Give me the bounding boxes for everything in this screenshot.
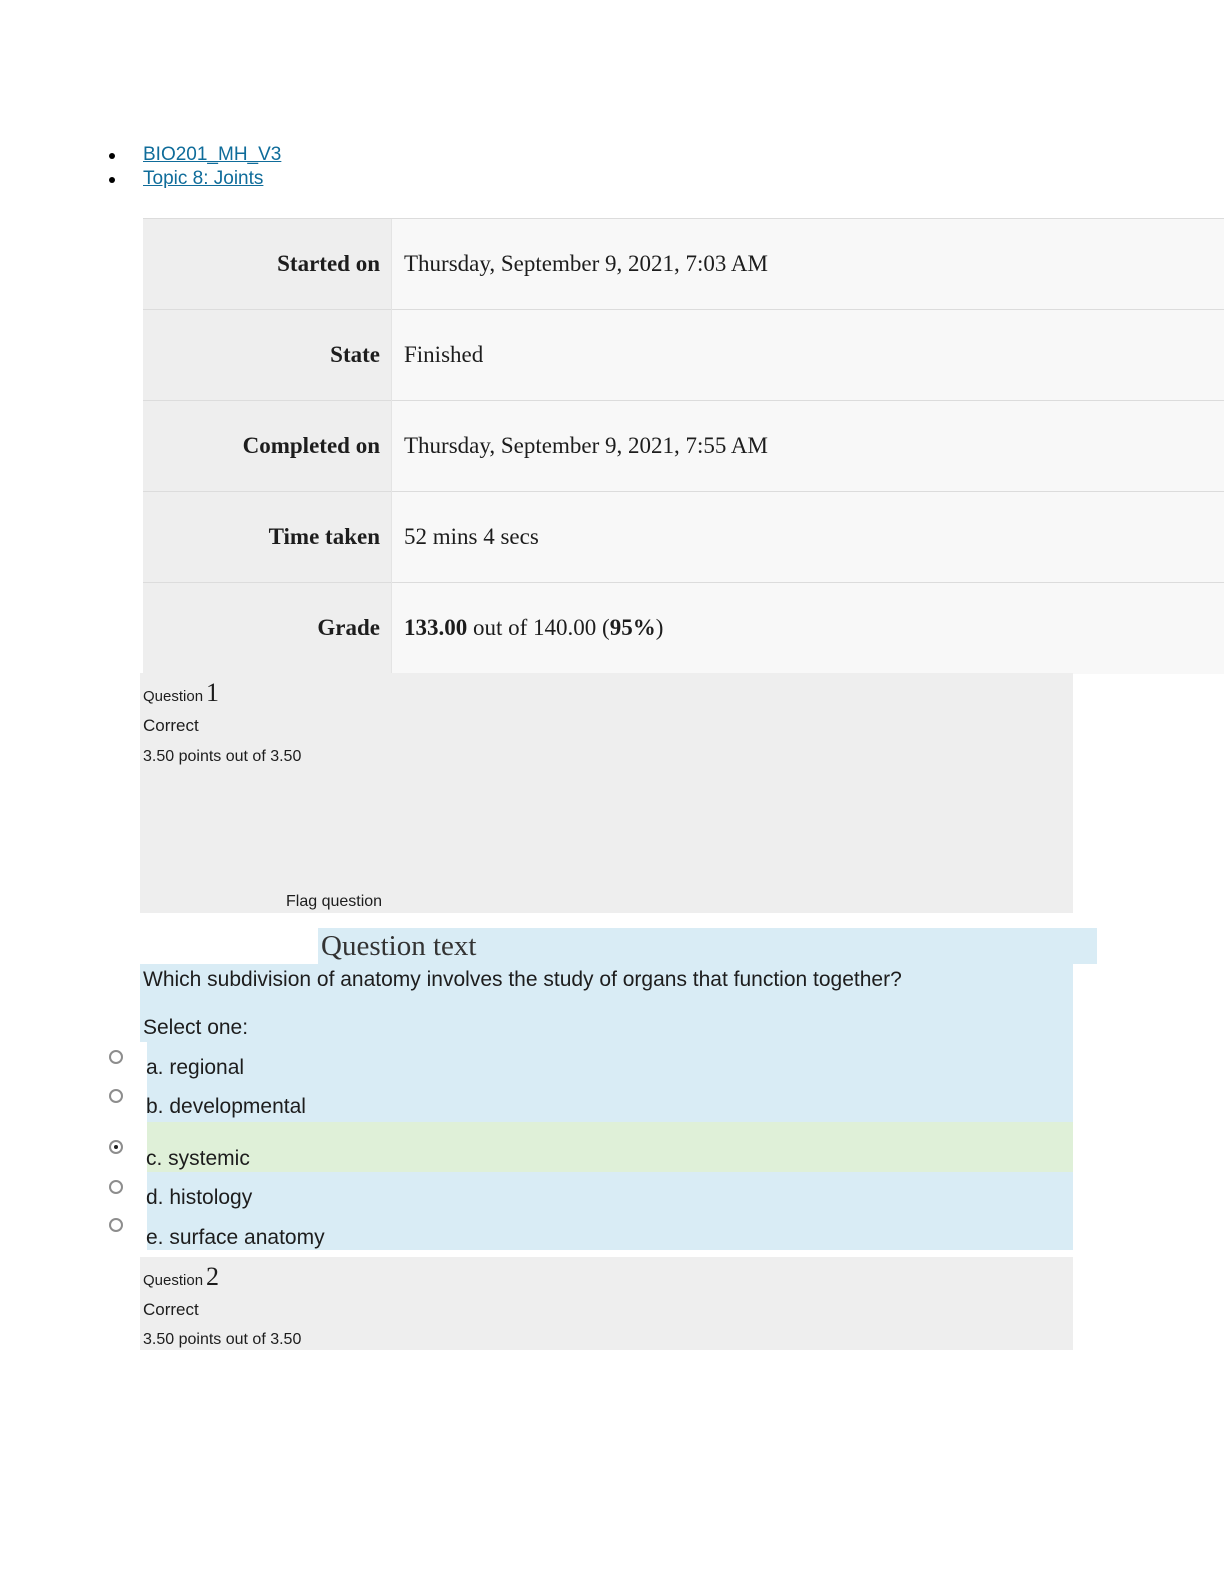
question-text-heading: Question text <box>318 928 1097 964</box>
radio-button-icon[interactable] <box>109 1050 123 1064</box>
radio-cell <box>103 1172 147 1212</box>
grade-close: ) <box>655 615 664 641</box>
question-2-info <box>140 1257 1073 1350</box>
radio-button-icon[interactable] <box>109 1180 123 1194</box>
grade-label: Grade <box>143 583 392 674</box>
answer-option-b[interactable] <box>103 1082 1073 1122</box>
summary-row-state <box>143 310 1224 401</box>
answer-label-c: c. systemic <box>146 1147 250 1170</box>
breadcrumb-item-course <box>102 143 281 167</box>
question-number: 2 <box>206 1262 220 1291</box>
question-label: Question <box>143 688 204 705</box>
answer-option-d[interactable] <box>103 1172 1073 1212</box>
completed-on-label: Completed on <box>143 401 392 492</box>
grade-value <box>392 583 1224 674</box>
radio-cell <box>103 1122 147 1172</box>
question-1-grade: 3.50 points out of 3.50 <box>143 748 302 765</box>
summary-row-time <box>143 492 1224 583</box>
answer-option-e[interactable] <box>103 1212 1073 1250</box>
radio-cell <box>103 1042 147 1082</box>
breadcrumb-link-course[interactable]: BIO201_MH_V3 <box>143 144 282 165</box>
select-one-prompt: Select one: <box>143 1016 249 1039</box>
question-2-state: Correct <box>143 1300 199 1319</box>
quiz-summary-table <box>143 218 1224 674</box>
time-taken-value: 52 mins 4 secs <box>392 492 1224 583</box>
started-on-label: Started on <box>143 219 392 310</box>
answer-label-d: d. histology <box>146 1186 253 1209</box>
bullet-icon <box>109 177 115 183</box>
radio-cell <box>103 1212 147 1250</box>
question-2-grade: 3.50 points out of 3.50 <box>143 1331 302 1348</box>
flag-question-link[interactable]: Flag question <box>286 893 383 910</box>
summary-row-completed <box>143 401 1224 492</box>
question-label: Question <box>143 1272 204 1289</box>
question-number: 1 <box>206 678 220 707</box>
summary-row-grade <box>143 583 1224 674</box>
bullet-icon <box>109 153 115 159</box>
summary-row-started <box>143 219 1224 310</box>
answer-label-b: b. developmental <box>146 1095 306 1118</box>
started-on-value: Thursday, September 9, 2021, 7:03 AM <box>392 219 1224 310</box>
grade-percent: 95% <box>609 615 656 641</box>
breadcrumb <box>102 143 281 191</box>
time-taken-label: Time taken <box>143 492 392 583</box>
radio-cell <box>103 1082 147 1122</box>
radio-button-icon[interactable] <box>109 1218 123 1232</box>
question-2-number <box>143 1262 219 1292</box>
state-value: Finished <box>392 310 1224 401</box>
grade-score: 133.00 <box>404 615 468 641</box>
answer-option-c[interactable] <box>103 1122 1073 1172</box>
question-1-state: Correct <box>143 716 199 735</box>
completed-on-value: Thursday, September 9, 2021, 7:55 AM <box>392 401 1224 492</box>
answer-option-a[interactable] <box>103 1042 1073 1082</box>
question-1-info <box>140 673 1073 913</box>
question-1-text: Which subdivision of anatomy involves the study of organs that function together? <box>143 968 902 991</box>
answer-label-e: e. surface anatomy <box>146 1226 325 1249</box>
radio-button-icon[interactable] <box>109 1089 123 1103</box>
radio-button-selected-icon[interactable] <box>109 1140 123 1154</box>
breadcrumb-item-topic <box>102 167 281 191</box>
grade-out-of: out of 140.00 ( <box>467 615 610 641</box>
breadcrumb-link-topic[interactable]: Topic 8: Joints <box>143 168 264 189</box>
answer-label-a: a. regional <box>146 1056 245 1079</box>
state-label: State <box>143 310 392 401</box>
question-1-number <box>143 678 219 708</box>
